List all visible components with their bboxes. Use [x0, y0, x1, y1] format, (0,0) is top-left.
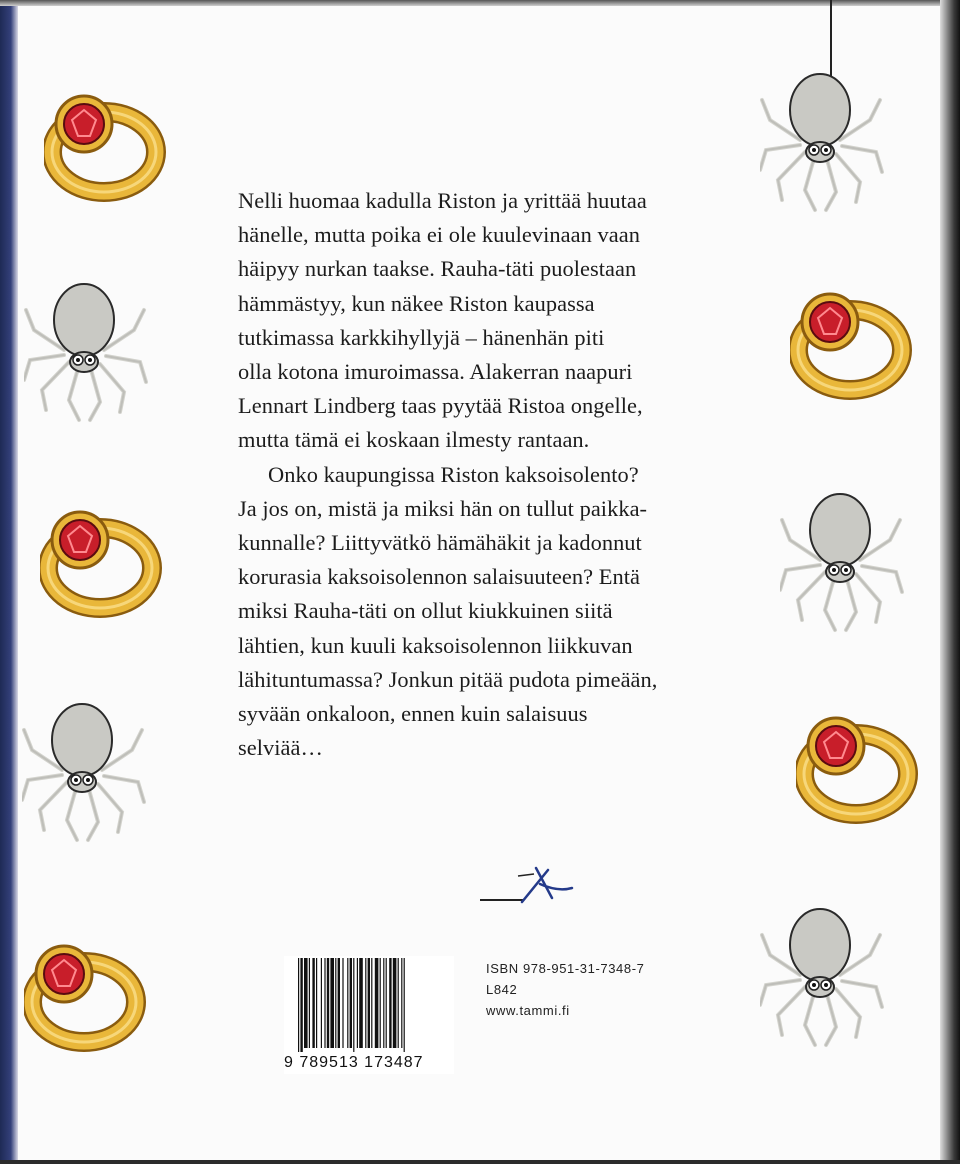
back-cover-blurb	[238, 184, 738, 765]
barcode-bars	[298, 958, 448, 1052]
cover-right-edge	[940, 0, 960, 1164]
barcode-bar	[398, 958, 399, 1048]
spider-illustration	[24, 280, 154, 425]
barcode-bar	[300, 958, 302, 1052]
spider-illustration	[780, 490, 910, 635]
barcode-bar	[350, 958, 352, 1048]
barcode-bar	[330, 958, 334, 1048]
blurb-line: hämmästyy, kun näkee Riston kaupassa	[238, 290, 595, 316]
barcode-bar	[298, 958, 299, 1052]
blurb-line: mutta tämä ei koskaan ilmesty rantaan.	[238, 427, 590, 453]
product-code: L842	[486, 982, 518, 997]
publisher-info	[486, 958, 644, 1021]
blurb-line: korurasia kaksoisolennon salaisuuteen? Entä	[238, 564, 640, 590]
blurb-line: Nelli huomaa kadulla Riston ja yrittää huutaa	[238, 188, 647, 213]
cover-bottom-edge	[0, 1160, 960, 1164]
barcode-bar	[316, 958, 317, 1048]
barcode-bar	[338, 958, 340, 1048]
blurb-line: Onko kaupungissa Riston kaksoisolento?	[268, 461, 639, 487]
cover-top-edge	[0, 0, 960, 6]
isbn-number: ISBN 978-951-31-7348-7	[486, 961, 645, 976]
barcode-bar	[386, 958, 387, 1048]
blurb-line: Lennart Lindberg taas pyytää Ristoa ongelle,	[238, 393, 643, 419]
barcode-bar	[342, 958, 343, 1048]
blurb-line: häipyy nurkan taakse. Rauha-täti puolestaan	[238, 256, 637, 282]
barcode-bar	[357, 958, 358, 1048]
ring-illustration	[40, 506, 170, 626]
spider-illustration	[760, 70, 890, 215]
barcode-bar	[321, 958, 322, 1048]
blurb-line: tutkimassa karkkihyllyjä – hänenhän piti	[238, 324, 605, 350]
barcode-bar	[304, 958, 308, 1048]
barcode-bar	[383, 958, 384, 1048]
handwritten-signature	[478, 862, 578, 912]
blurb-line: lähtien, kun kuuli kaksoisolennon liikkuvan	[238, 632, 633, 658]
publisher-url: www.tammi.fi	[486, 1003, 570, 1018]
ring-illustration	[796, 712, 926, 832]
barcode-bar	[401, 958, 402, 1048]
ring-illustration	[790, 288, 920, 408]
spider-illustration	[760, 905, 890, 1050]
blurb-line: olla kotona imuroimassa. Alakerran naapuri	[238, 359, 633, 385]
blurb-paragraph-2	[238, 458, 738, 766]
book-spine-edge	[0, 0, 18, 1164]
ring-illustration	[44, 90, 174, 210]
barcode-bar	[368, 958, 370, 1048]
blurb-line: Ja jos on, mistä ja miksi hän on tullut paikka-	[238, 495, 648, 521]
barcode-digits: 9 789513 173487	[284, 1054, 424, 1071]
blurb-line: lähituntumassa? Jonkun pitää pudota pimeään,	[238, 666, 658, 692]
blurb-line: kunnalle? Liittyvätkö hämähäkit ja kadonnut	[238, 530, 642, 556]
barcode-bar	[375, 958, 379, 1048]
barcode-bar	[353, 958, 354, 1052]
barcode-bar	[309, 958, 310, 1048]
barcode-bar	[404, 958, 405, 1052]
barcode-bar	[335, 958, 336, 1048]
barcode-bar	[327, 958, 329, 1048]
blurb-line: selviää…	[238, 735, 323, 761]
barcode-bar	[371, 958, 372, 1048]
blurb-line: hänelle, mutta poika ei ole kuulevinaan vaan	[238, 222, 640, 248]
barcode-bar	[312, 958, 314, 1048]
ring-illustration	[24, 940, 154, 1060]
barcode-bar	[389, 958, 391, 1048]
barcode	[284, 956, 454, 1074]
barcode-bar	[359, 958, 363, 1048]
spider-illustration	[22, 700, 152, 845]
blurb-line: miksi Rauha-täti on ollut kiukkuinen siitä	[238, 598, 613, 624]
barcode-bar	[380, 958, 381, 1048]
blurb-line: syvään onkaloon, ennen kuin salaisuus	[238, 701, 588, 727]
barcode-bar	[324, 958, 325, 1048]
barcode-bar	[347, 958, 348, 1048]
barcode-bar	[393, 958, 397, 1048]
blurb-paragraph-1	[238, 184, 738, 458]
barcode-bar	[365, 958, 366, 1048]
